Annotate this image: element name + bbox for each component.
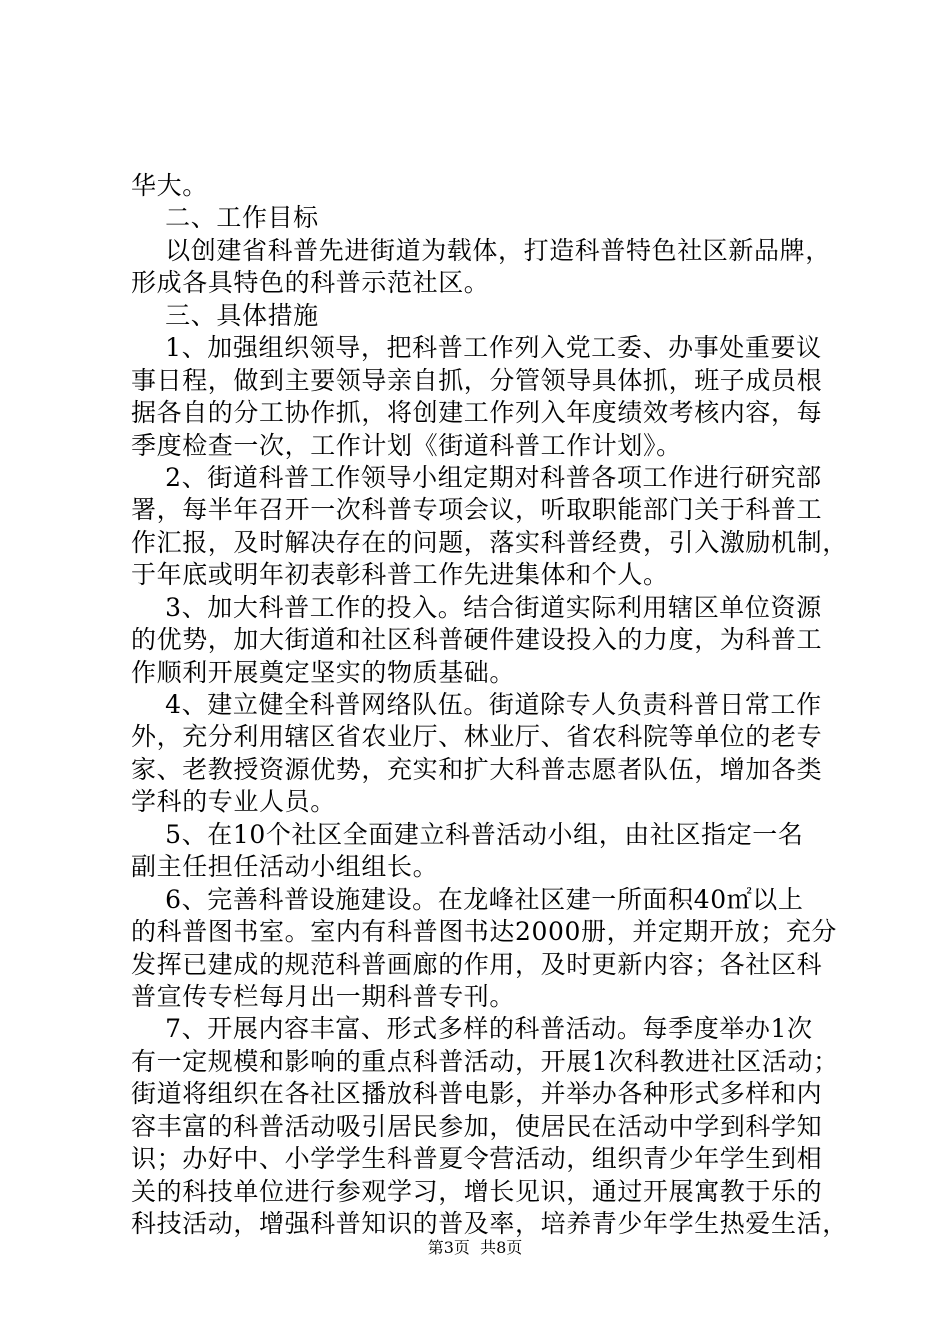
- text-line: 6、完善科普设施建设。在龙峰社区建一所面积40㎡以上: [131, 884, 804, 914]
- text-line: 发挥已建成的规范科普画廊的作用，及时更新内容；各社区科: [131, 949, 823, 979]
- text-line: 7、开展内容丰富、形式多样的科普活动。每季度举办1次: [131, 1014, 813, 1044]
- text-line: 外，充分利用辖区省农业厅、林业厅、省农科院等单位的老专: [131, 722, 823, 752]
- text-line: 有一定规模和影响的重点科普活动，开展1次科教进社区活动；: [131, 1046, 839, 1076]
- text-line: 署，每半年召开一次科普专项会议，听取职能部门关于科普工: [131, 495, 823, 525]
- text-line: 科技活动，增强科普知识的普及率，培养青少年学生热爱生活，: [131, 1209, 848, 1238]
- text-line: 作汇报，及时解决存在的问题，落实科普经费，引入激励机制，: [131, 527, 848, 557]
- text-line: 家、老教授资源优势，充实和扩大科普志愿者队伍，增加各类: [131, 754, 823, 784]
- text-line: 季度检查一次，工作计划《街道科普工作计划》。: [131, 430, 682, 460]
- text-line: 3、加大科普工作的投入。结合街道实际利用辖区单位资源: [131, 592, 822, 622]
- text-line: 副主任担任活动小组组长。: [131, 852, 439, 882]
- text-line: 形成各具特色的科普示范社区。: [131, 268, 490, 298]
- text-line: 街道将组织在各社区播放科普电影，并举办各种形式多样和内: [131, 1079, 823, 1109]
- text-line: 以创建省科普先进街道为载体，打造科普特色社区新品牌，: [131, 235, 831, 265]
- text-line: 关的科技单位进行参观学习，增长见识，通过开展寓教于乐的: [131, 1176, 823, 1206]
- text-line: 1、加强组织领导，把科普工作列入党工委、办事处重要议: [131, 333, 822, 363]
- text-line: 的优势，加大街道和社区科普硬件建设投入的力度，为科普工: [131, 625, 823, 655]
- text-line: 作顺利开展奠定坚实的物质基础。: [131, 657, 516, 687]
- text-line: 学科的专业人员。: [131, 787, 336, 817]
- text-line: 2、街道科普工作领导小组定期对科普各项工作进行研究部: [131, 462, 822, 492]
- page-footer: 第3页 共8页: [427, 1238, 523, 1257]
- text-line: 华大。: [131, 171, 208, 200]
- text-line: 5、在10个社区全面建立科普活动小组，由社区指定一名: [131, 819, 804, 849]
- text-line: 据各自的分工协作抓，将创建工作列入年度绩效考核内容，每: [131, 398, 823, 428]
- text-line: 普宣传专栏每月出一期科普专刊。: [131, 981, 516, 1011]
- body-text: [131, 170, 851, 1240]
- section-heading: 二、工作目标: [131, 203, 319, 233]
- text-line: 于年底或明年初表彰科普工作先进集体和个人。: [131, 560, 669, 590]
- text-line: 4、建立健全科普网络队伍。街道除专人负责科普日常工作: [131, 690, 822, 719]
- section-heading: 三、具体措施: [131, 300, 319, 330]
- text-line: 识；办好中、小学学生科普夏令营活动，组织青少年学生到相: [131, 1144, 823, 1174]
- text-line: 事日程，做到主要领导亲自抓，分管领导具体抓，班子成员根: [131, 365, 823, 395]
- text-line: 容丰富的科普活动吸引居民参加，使居民在活动中学到科学知: [131, 1111, 823, 1141]
- text-line: 的科普图书室。室内有科普图书达2000册，并定期开放；充分: [131, 917, 838, 947]
